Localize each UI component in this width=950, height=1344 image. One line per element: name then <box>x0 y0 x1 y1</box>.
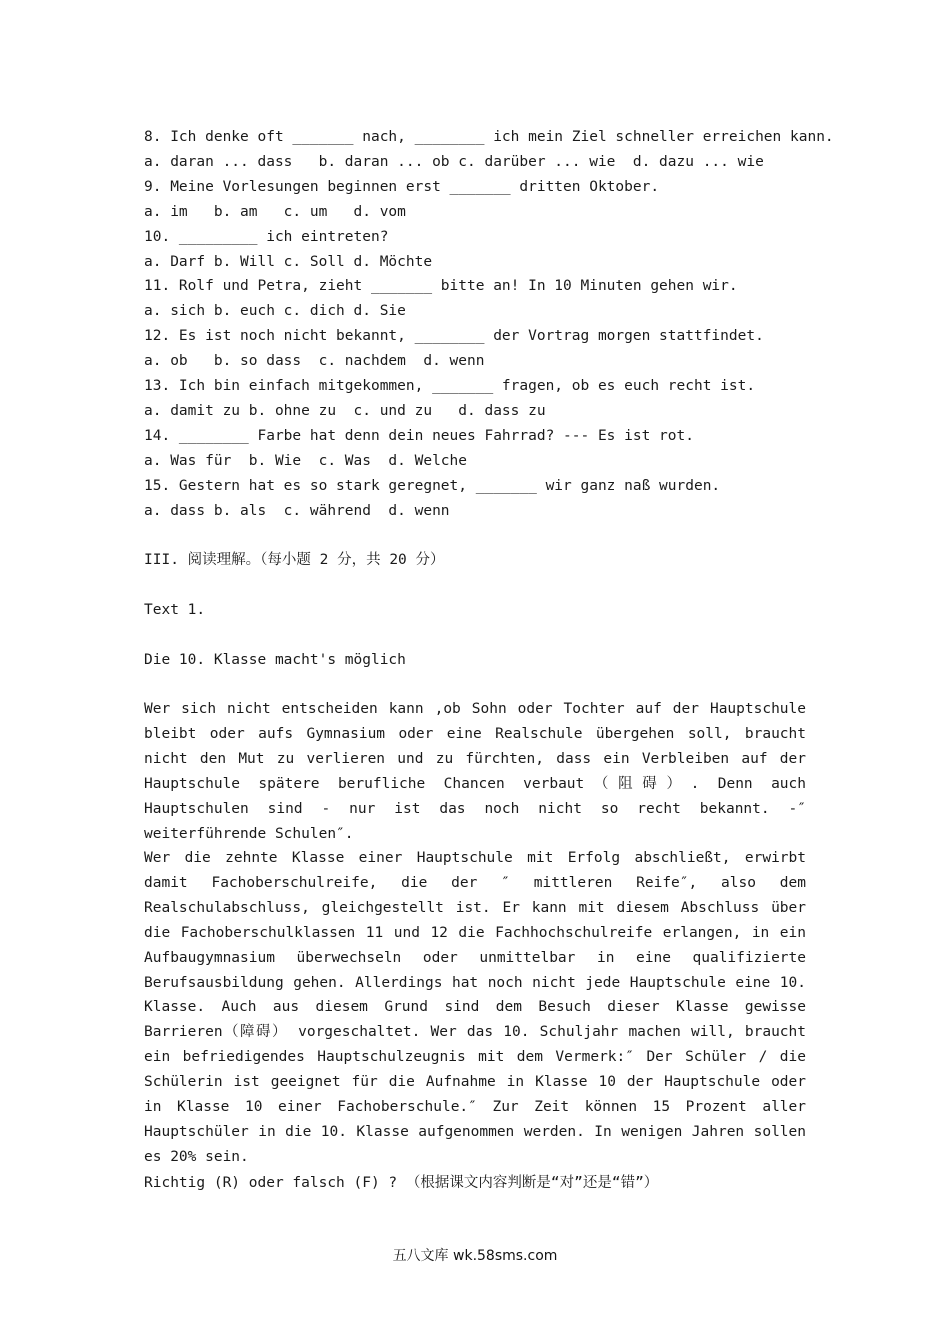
question-9-options: a. im b. am c. um d. vom <box>144 204 406 220</box>
question-14-options: a. Was für b. Wie c. Was d. Welche <box>144 453 468 469</box>
question-14-stem: 14. ________ Farbe hat denn dein neues Fahrrad? --- Es ist rot. <box>144 428 694 444</box>
question-8-stem: 8. Ich denke oft _______ nach, ________ ich mein Ziel schneller erreichen kann. <box>144 129 834 145</box>
instruction-line: Richtig (R) oder falsch (F) ? （根据课文内容判断是“对”还是“错”） <box>144 1175 659 1191</box>
question-11-options: a. sich b. euch c. dich d. Sie <box>144 303 406 319</box>
question-13-stem: 13. Ich bin einfach mitgekommen, _______ fragen, ob es euch recht ist. <box>144 378 756 394</box>
question-11-stem: 11. Rolf und Petra, zieht _______ bitte an! In 10 Minuten gehen wir. <box>144 278 738 294</box>
question-12-stem: 12. Es ist noch nicht bekannt, ________ der Vortrag morgen stattfindet. <box>144 328 764 344</box>
section-heading: III. 阅读理解。（每小题 2 分，共 20 分） <box>144 552 445 568</box>
reading-paragraph-1: Wer sich nicht entscheiden kann ,ob Sohn oder Tochter auf der Hauptschule bleibt oder aufs Gymnasium oder eine Realschule übergehen soll, braucht nicht den Mut zu verlieren und zu fürchten, dass ein Verbleiben auf der Hauptschule spätere berufliche Chancen verbaut（阻碍）. Denn auch Hauptschulen sind - nur ist das noch nicht so recht bekannt. -″ weiterführende Schulen″. <box>144 701 806 842</box>
footer-watermark: 五八文库 wk.58sms.com <box>392 1248 558 1264</box>
reading-paragraph-2: Wer die zehnte Klasse einer Hauptschule mit Erfolg abschließt, erwirbt damit Fachoberschulreife, die der ″ mittleren Reife″, also dem Realschulabschluss, gleichgestellt ist. Er kann mit diesem Abschluss über die Fachoberschulklassen 11 und 12 die Fachhochschulreife erlangen, in ein Aufbaugymnasium überwechseln oder unmittelbar in eine qualifizierte Berufsausbildung gehen. Allerdings hat noch nicht jede Hauptschule eine 10. Klasse. Auch aus diesem Grund sind dem Besuch dieser Klasse gewisse Barrieren（障碍） vorgeschaltet. Wer das 10. Schuljahr machen will, braucht ein befriedigendes Hauptschulzeugnis mit dem Vermerk:″ Der Schüler / die Schülerin ist geeignet für die Aufnahme in Klasse 10 der Hauptschule oder in Klasse 10 einer Fachoberschule.″ Zur Zeit können 15 Prozent aller Hauptschüler in die 10. Klasse aufgenommen werden. In wenigen Jahren sollen es 20% sein. <box>144 850 806 1165</box>
question-15-options: a. dass b. als c. während d. wenn <box>144 503 450 519</box>
question-10-stem: 10. _________ ich eintreten? <box>144 229 389 245</box>
text-label: Text 1. <box>144 602 206 618</box>
question-15-stem: 15. Gestern hat es so stark geregnet, _______ wir ganz naß wurden. <box>144 478 721 494</box>
question-12-options: a. ob b. so dass c. nachdem d. wenn <box>144 353 485 369</box>
question-10-options: a. Darf b. Will c. Soll d. Möchte <box>144 254 433 270</box>
text-title: Die 10. Klasse macht's möglich <box>144 652 406 668</box>
question-8-options: a. daran ... dass b. daran ... ob c. darüber ... wie d. dazu ... wie <box>144 154 764 170</box>
question-13-options: a. damit zu b. ohne zu c. und zu d. dass zu <box>144 403 546 419</box>
question-9-stem: 9. Meine Vorlesungen beginnen erst _______ dritten Oktober. <box>144 179 660 195</box>
